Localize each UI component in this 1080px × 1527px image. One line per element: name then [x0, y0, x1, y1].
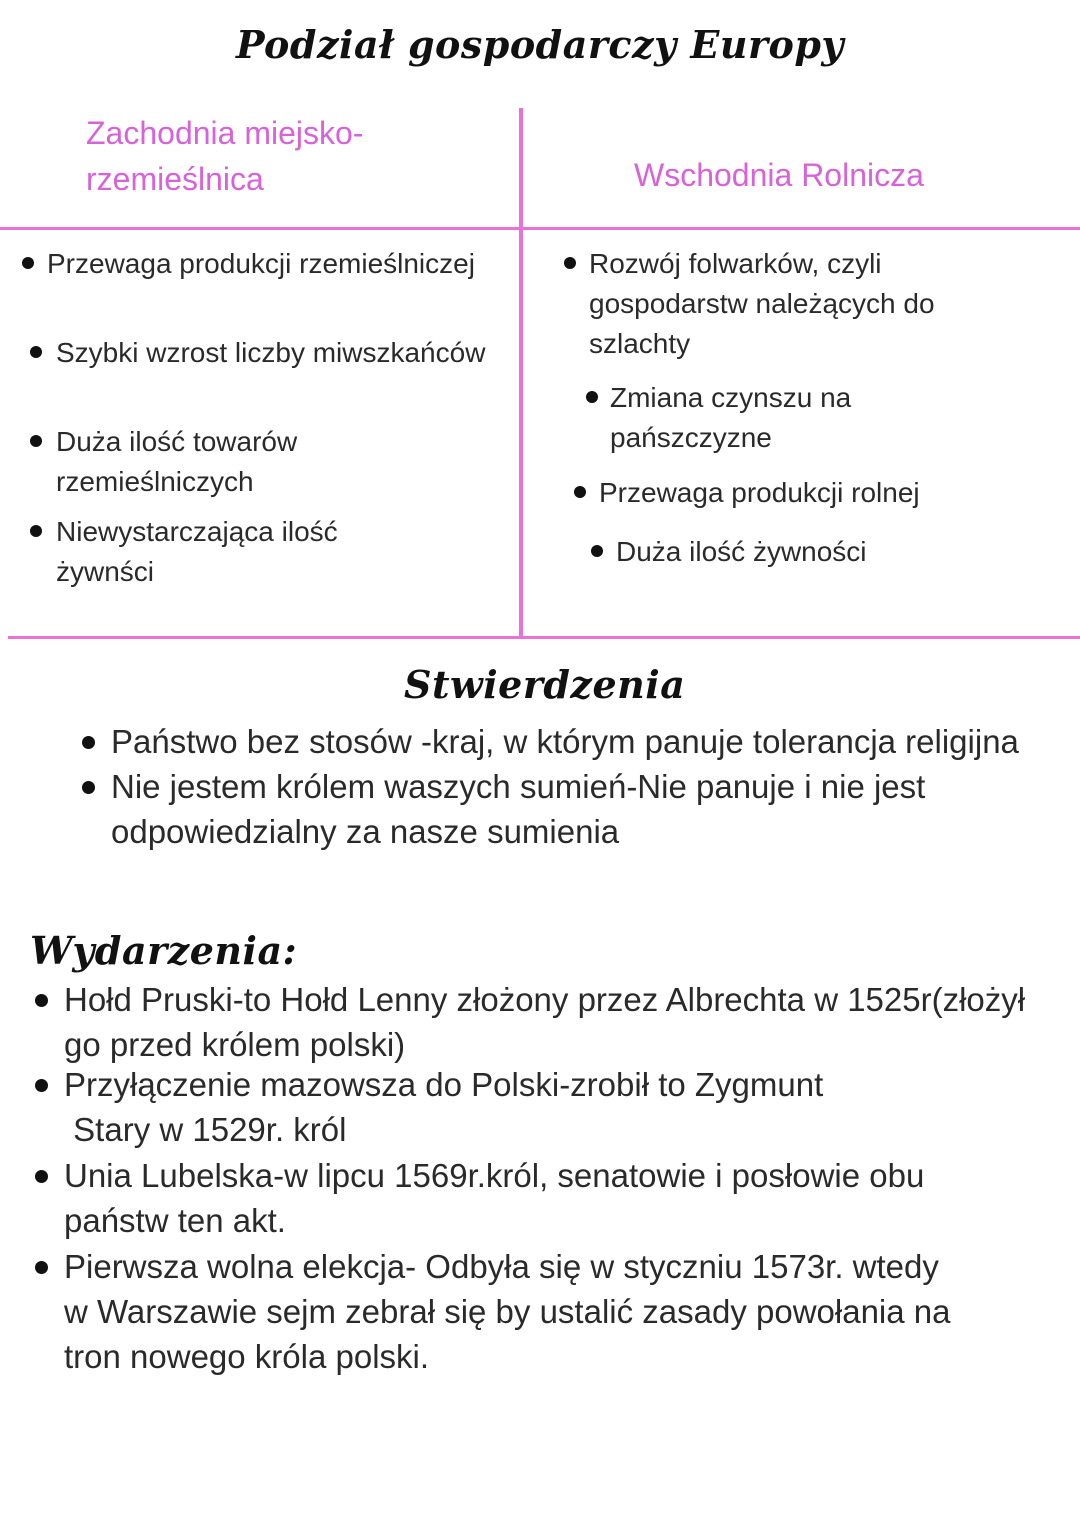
left-header-line-2: rzemieślnica: [86, 161, 264, 197]
bullet-icon: [586, 391, 598, 403]
list-item: Szybki wzrost liczby miwszkańców: [56, 333, 485, 373]
list-item: Nie jestem królem waszych sumień-Nie panuje i nie jest odpowiedzialny za nasze sumienia: [111, 764, 925, 854]
bullet-icon: [35, 1261, 48, 1274]
bullet-icon: [30, 346, 42, 358]
bullet-icon: [564, 257, 576, 269]
list-item: Duża ilość towarów rzemieślniczych: [56, 422, 297, 502]
bullet-icon: [30, 525, 42, 537]
table-divider-bottom: [8, 636, 1080, 639]
page-title: Podział gospodarczy Europy: [235, 22, 845, 67]
right-column-header: Wschodnia Rolnicza: [634, 157, 924, 193]
bullet-icon: [30, 435, 42, 447]
stwierdzenia-heading: Stwierdzenia: [404, 662, 686, 707]
bullet-icon: [82, 781, 95, 794]
list-item: Niewystarczająca ilość żywnści: [56, 512, 338, 592]
list-item: Państwo bez stosów -kraj, w którym panuje tolerancja religijna: [111, 719, 1019, 764]
bullet-icon: [22, 257, 34, 269]
wydarzenia-heading: Wydarzenia:: [30, 928, 298, 973]
left-column-header: [86, 110, 363, 202]
bullet-icon: [35, 994, 48, 1007]
list-item: Przewaga produkcji rolnej: [599, 473, 920, 513]
list-item: Duża ilość żywności: [616, 532, 867, 572]
list-item: Hołd Pruski-to Hołd Lenny złożony przez Albrechta w 1525r(złożył go przed królem polski): [64, 977, 1025, 1067]
list-item: Zmiana czynszu na pańszczyzne: [610, 378, 851, 458]
bullet-icon: [574, 486, 586, 498]
table-divider-vertical: [519, 108, 523, 638]
list-item: Rozwój folwarków, czyli gospodarstw należących do szlachty: [589, 244, 935, 364]
list-item: Przyłączenie mazowsza do Polski-zrobił to Zygmunt Stary w 1529r. król: [64, 1062, 823, 1152]
left-header-line-1: Zachodnia miejsko-: [86, 115, 364, 151]
list-item: Pierwsza wolna elekcja- Odbyła się w styczniu 1573r. wtedy w Warszawie sejm zebrał się by ustalić zasady powołania na tron nowego króla polski.: [64, 1244, 951, 1379]
bullet-icon: [82, 736, 95, 749]
bullet-icon: [591, 545, 603, 557]
table-divider-header: [0, 227, 1080, 230]
bullet-icon: [35, 1170, 48, 1183]
list-item: Unia Lubelska-w lipcu 1569r.król, senatowie i posłowie obu państw ten akt.: [64, 1153, 924, 1243]
list-item: Przewaga produkcji rzemieślniczej: [47, 244, 475, 284]
bullet-icon: [35, 1079, 48, 1092]
